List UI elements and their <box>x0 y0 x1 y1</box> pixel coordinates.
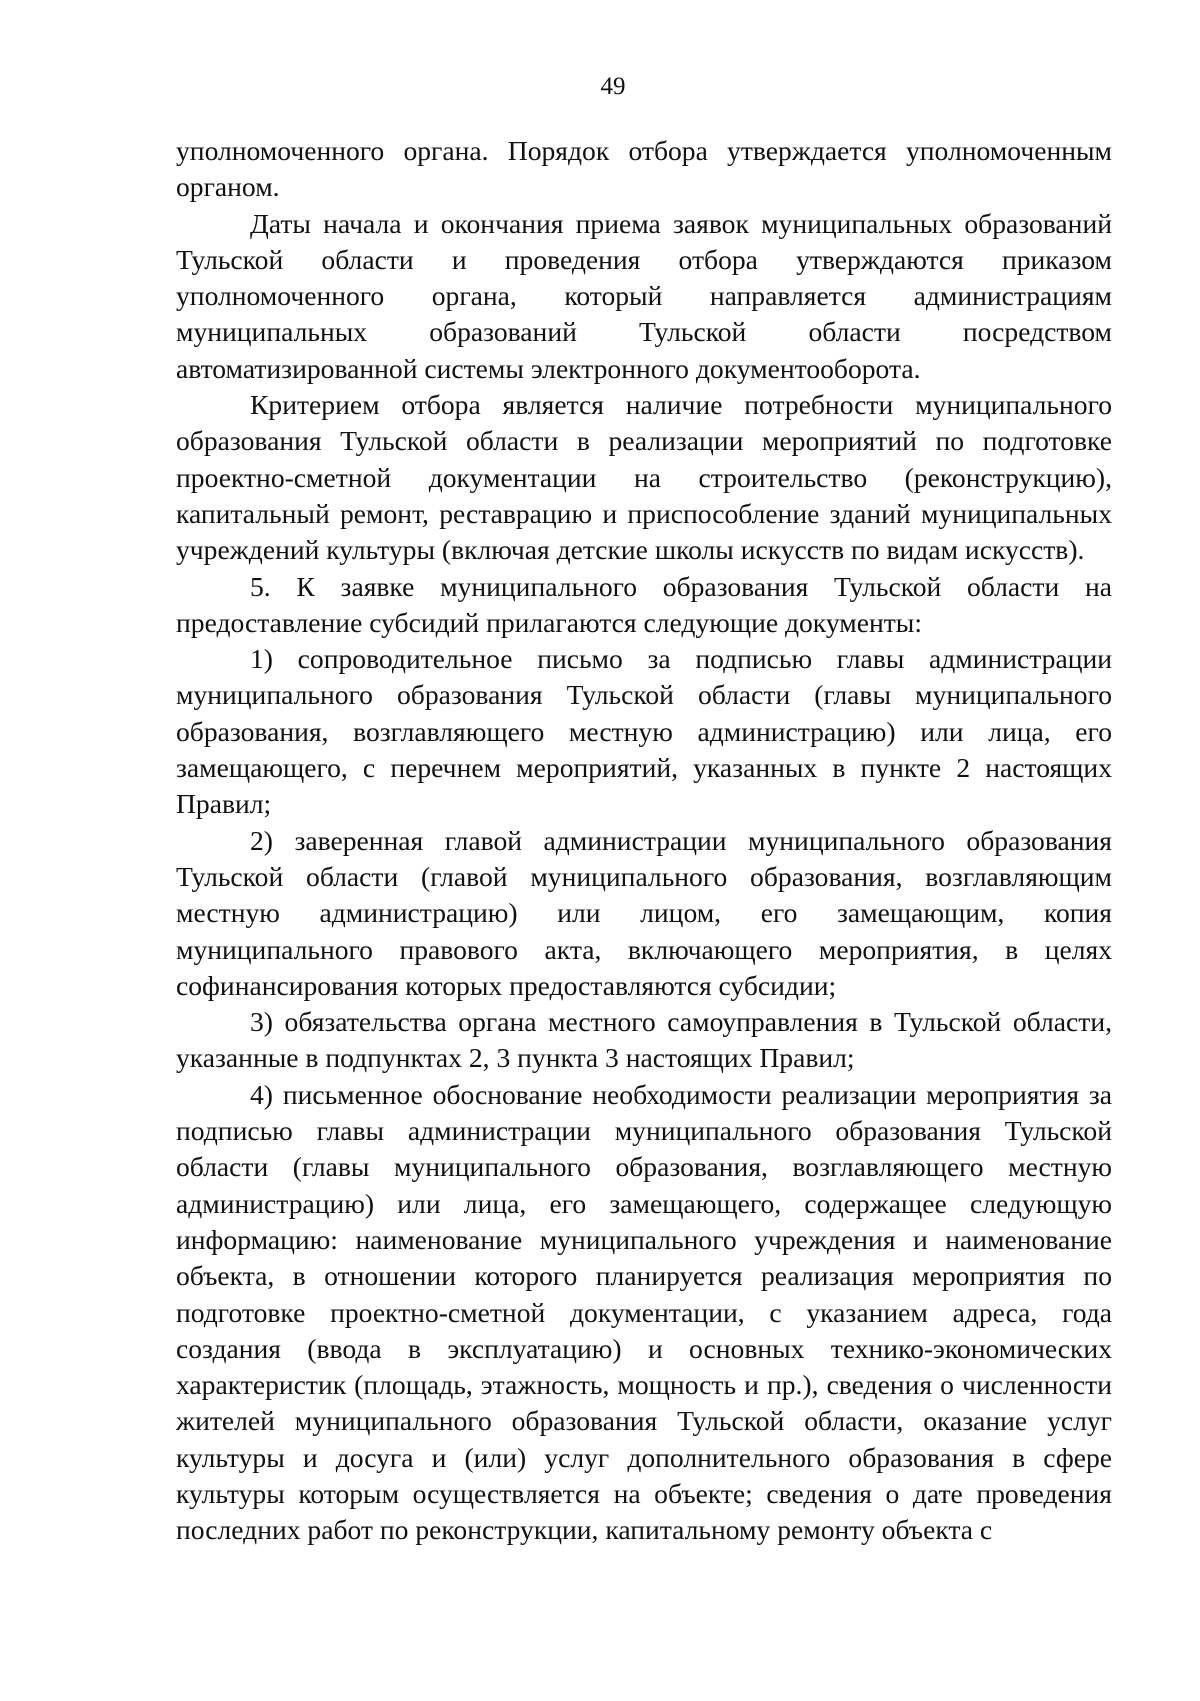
paragraph-subitem-4: 4) письменное обоснование необходимости реализации мероприятия за подписью главы администрации муниципального образования Тульской области (главы муниципального образования, возглавляющего местную администрацию) или лица, его замещающего, содержащее следующую информацию: наименование муниципального учреждения и наименование объекта, в отношении которого планируется реализация мероприятия по подготовке проектно-сметной документации, с указанием адреса, года создания (ввода в эксплуатацию) и основных технико-экономических характеристик (площадь, этажность, мощность и пр.), сведения о численности жителей муниципального образования Тульской области, оказание услуг культуры и досуга и (или) услуг дополнительного образования в сфере культуры которым осуществляется на объекте; сведения о дате проведения последних работ по реконструкции, капитальному ремонту объекта с <box>176 1078 1112 1546</box>
paragraph-application-dates: Даты начала и окончания приема заявок муниципальных образований Тульской области и проведения отбора утверждаются приказом уполномоченного органа, который направляется администрациям муниципальных образований Тульской области посредством автоматизированной системы электронного документооборота. <box>176 207 1112 384</box>
paragraph-item-5: 5. К заявке муниципального образования Тульской области на предоставление субсидий прилагаются следующие документы: <box>176 570 1112 638</box>
paragraph-subitem-3: 3) обязательства органа местного самоуправления в Тульской области, указанные в подпунктах 2, 3 пункта 3 настоящих Правил; <box>176 1006 1112 1074</box>
paragraph-selection-criterion: Критерием отбора является наличие потребности муниципального образования Тульской области в реализации мероприятий по подготовке проектно-сметной документации на строительство (реконструкцию), капитальный ремонт, реставрацию и приспособление зданий муниципальных учреждений культуры (включая детские школы искусств по видам искусств). <box>176 389 1112 566</box>
paragraph-authority-continuation: уполномоченного органа. Порядок отбора утверждается уполномоченным органом. <box>176 135 1112 203</box>
page-number: 49 <box>600 73 626 100</box>
paragraph-subitem-2: 2) заверенная главой администрации муниципального образования Тульской области (главой муниципального образования, возглавляющим местную администрацию) или лицом, его замещающим, копия муниципального правового акта, включающего мероприятия, в целях софинансирования которых предоставляются субсидии; <box>176 824 1112 1001</box>
paragraph-subitem-1: 1) сопроводительное письмо за подписью главы администрации муниципального образования Тульской области (главы муниципального образования, возглавляющего местную администрацию) или лица, его замещающего, с перечнем мероприятий, указанных в пункте 2 настоящих Правил; <box>176 643 1112 820</box>
document-body <box>176 133 1112 1549</box>
